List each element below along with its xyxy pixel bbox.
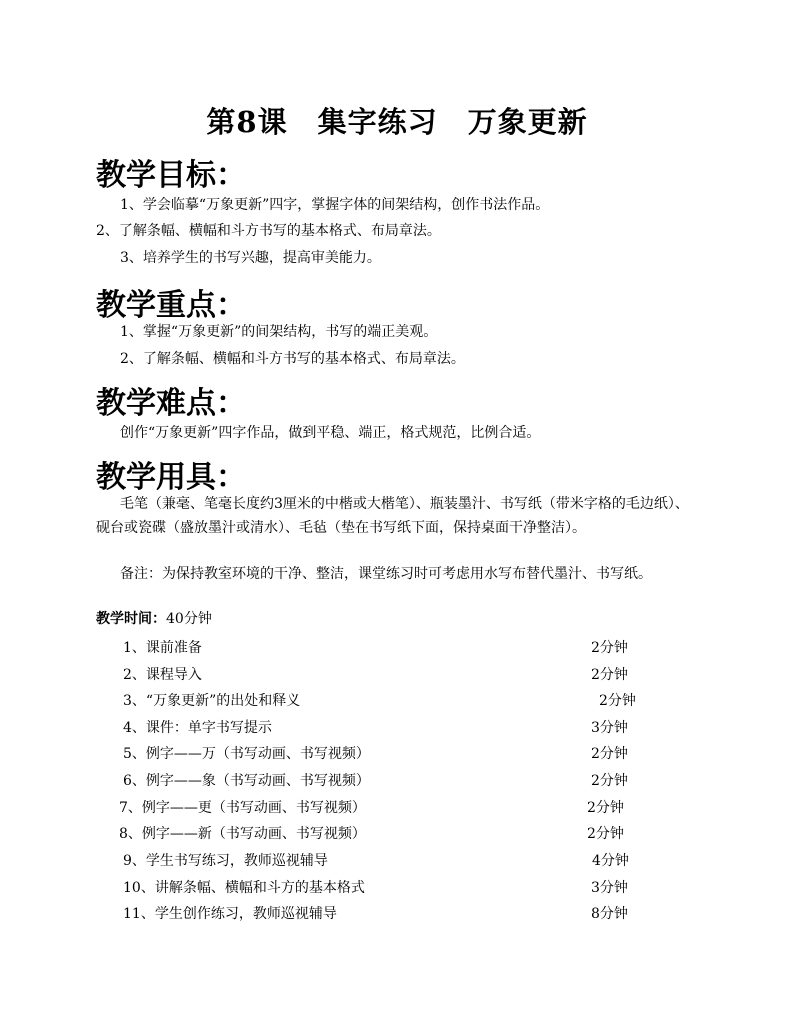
- tools-heading: 教学用具：: [96, 460, 246, 495]
- schedule-item: 6、例字——象（书写动画、书写视频）: [123, 773, 370, 789]
- schedule-row: [123, 903, 643, 923]
- time-total: 40分钟: [166, 611, 212, 627]
- schedule-duration: 2分钟: [587, 800, 624, 816]
- key-point-item-2: 2、了解条幅、横幅和斗方书写的基本格式、布局章法。: [120, 351, 465, 367]
- schedule-duration: 3分钟: [591, 880, 628, 896]
- schedule-duration: 2分钟: [591, 746, 628, 762]
- schedule-row: [123, 637, 643, 657]
- tools-text: 毛笔（兼毫、笔毫长度约3厘米的中楷或大楷笔）、瓶装墨汁、书写纸（带米字格的毛边纸）、砚台或瓷碟（盛放墨汁或清水）、毛毡（垫在书写纸下面，保持桌面干净整洁）。: [96, 496, 689, 536]
- key-points-heading: 教学重点：: [96, 288, 246, 323]
- schedule-duration: 2分钟: [587, 826, 624, 842]
- time-label: [96, 608, 212, 628]
- schedule-item: 1、课前准备: [123, 640, 202, 656]
- goals-heading: 教学目标：: [96, 158, 246, 193]
- schedule-duration: 2分钟: [591, 667, 628, 683]
- schedule-row: [123, 743, 643, 763]
- difficulties-heading: 教学难点：: [96, 386, 246, 421]
- goal-item-1: 1、学会临摹“万象更新”四字，掌握字体的间架结构，创作书法作品。: [120, 197, 550, 213]
- schedule-row: [123, 770, 643, 790]
- schedule-item: 4、课件：单字书写提示: [123, 720, 272, 736]
- tools-note: 备注：为保持教室环境的干净、整洁，课堂练习时可考虑用水写布替代墨汁、书写纸。: [120, 566, 652, 582]
- key-point-item-1: 1、掌握“万象更新”的间架结构，书写的端正美观。: [120, 324, 438, 340]
- schedule-row: [119, 823, 639, 843]
- schedule-duration: 2分钟: [591, 640, 628, 656]
- schedule-duration: 8分钟: [591, 906, 628, 922]
- schedule-item: 2、课程导入: [123, 667, 202, 683]
- time-label-text: 教学时间：: [96, 611, 166, 627]
- difficulties-text: 创作“万象更新”四字作品，做到平稳、端正，格式规范，比例合适。: [120, 425, 541, 441]
- schedule-row: [123, 690, 643, 710]
- schedule-row: [123, 664, 643, 684]
- goal-item-2: 2、了解条幅、横幅和斗方书写的基本格式、布局章法。: [96, 223, 441, 239]
- schedule-duration: 2分钟: [599, 693, 636, 709]
- schedule-duration: 2分钟: [591, 773, 628, 789]
- schedule-item: 3、“万象更新”的出处和释义: [123, 693, 301, 709]
- schedule-item: 9、学生书写练习，教师巡视辅导: [123, 853, 328, 869]
- schedule-item: 10、讲解条幅、横幅和斗方的基本格式: [123, 880, 365, 896]
- schedule-row: [123, 850, 643, 870]
- schedule-duration: 3分钟: [591, 720, 628, 736]
- goal-item-3: 3、培养学生的书写兴趣，提高审美能力。: [120, 250, 381, 266]
- schedule-duration: 4分钟: [592, 853, 629, 869]
- page-title: 第8课 集字练习 万象更新: [206, 105, 588, 139]
- schedule-item: 8、例字——新（书写动画、书写视频）: [119, 826, 366, 842]
- schedule-item: 11、学生创作练习，教师巡视辅导: [123, 906, 337, 922]
- schedule-item: 7、例字——更（书写动画、书写视频）: [119, 800, 366, 816]
- schedule-item: 5、例字——万（书写动画、书写视频）: [123, 746, 370, 762]
- schedule-row: [123, 717, 643, 737]
- schedule-row: [119, 797, 639, 817]
- schedule-row: [123, 877, 643, 897]
